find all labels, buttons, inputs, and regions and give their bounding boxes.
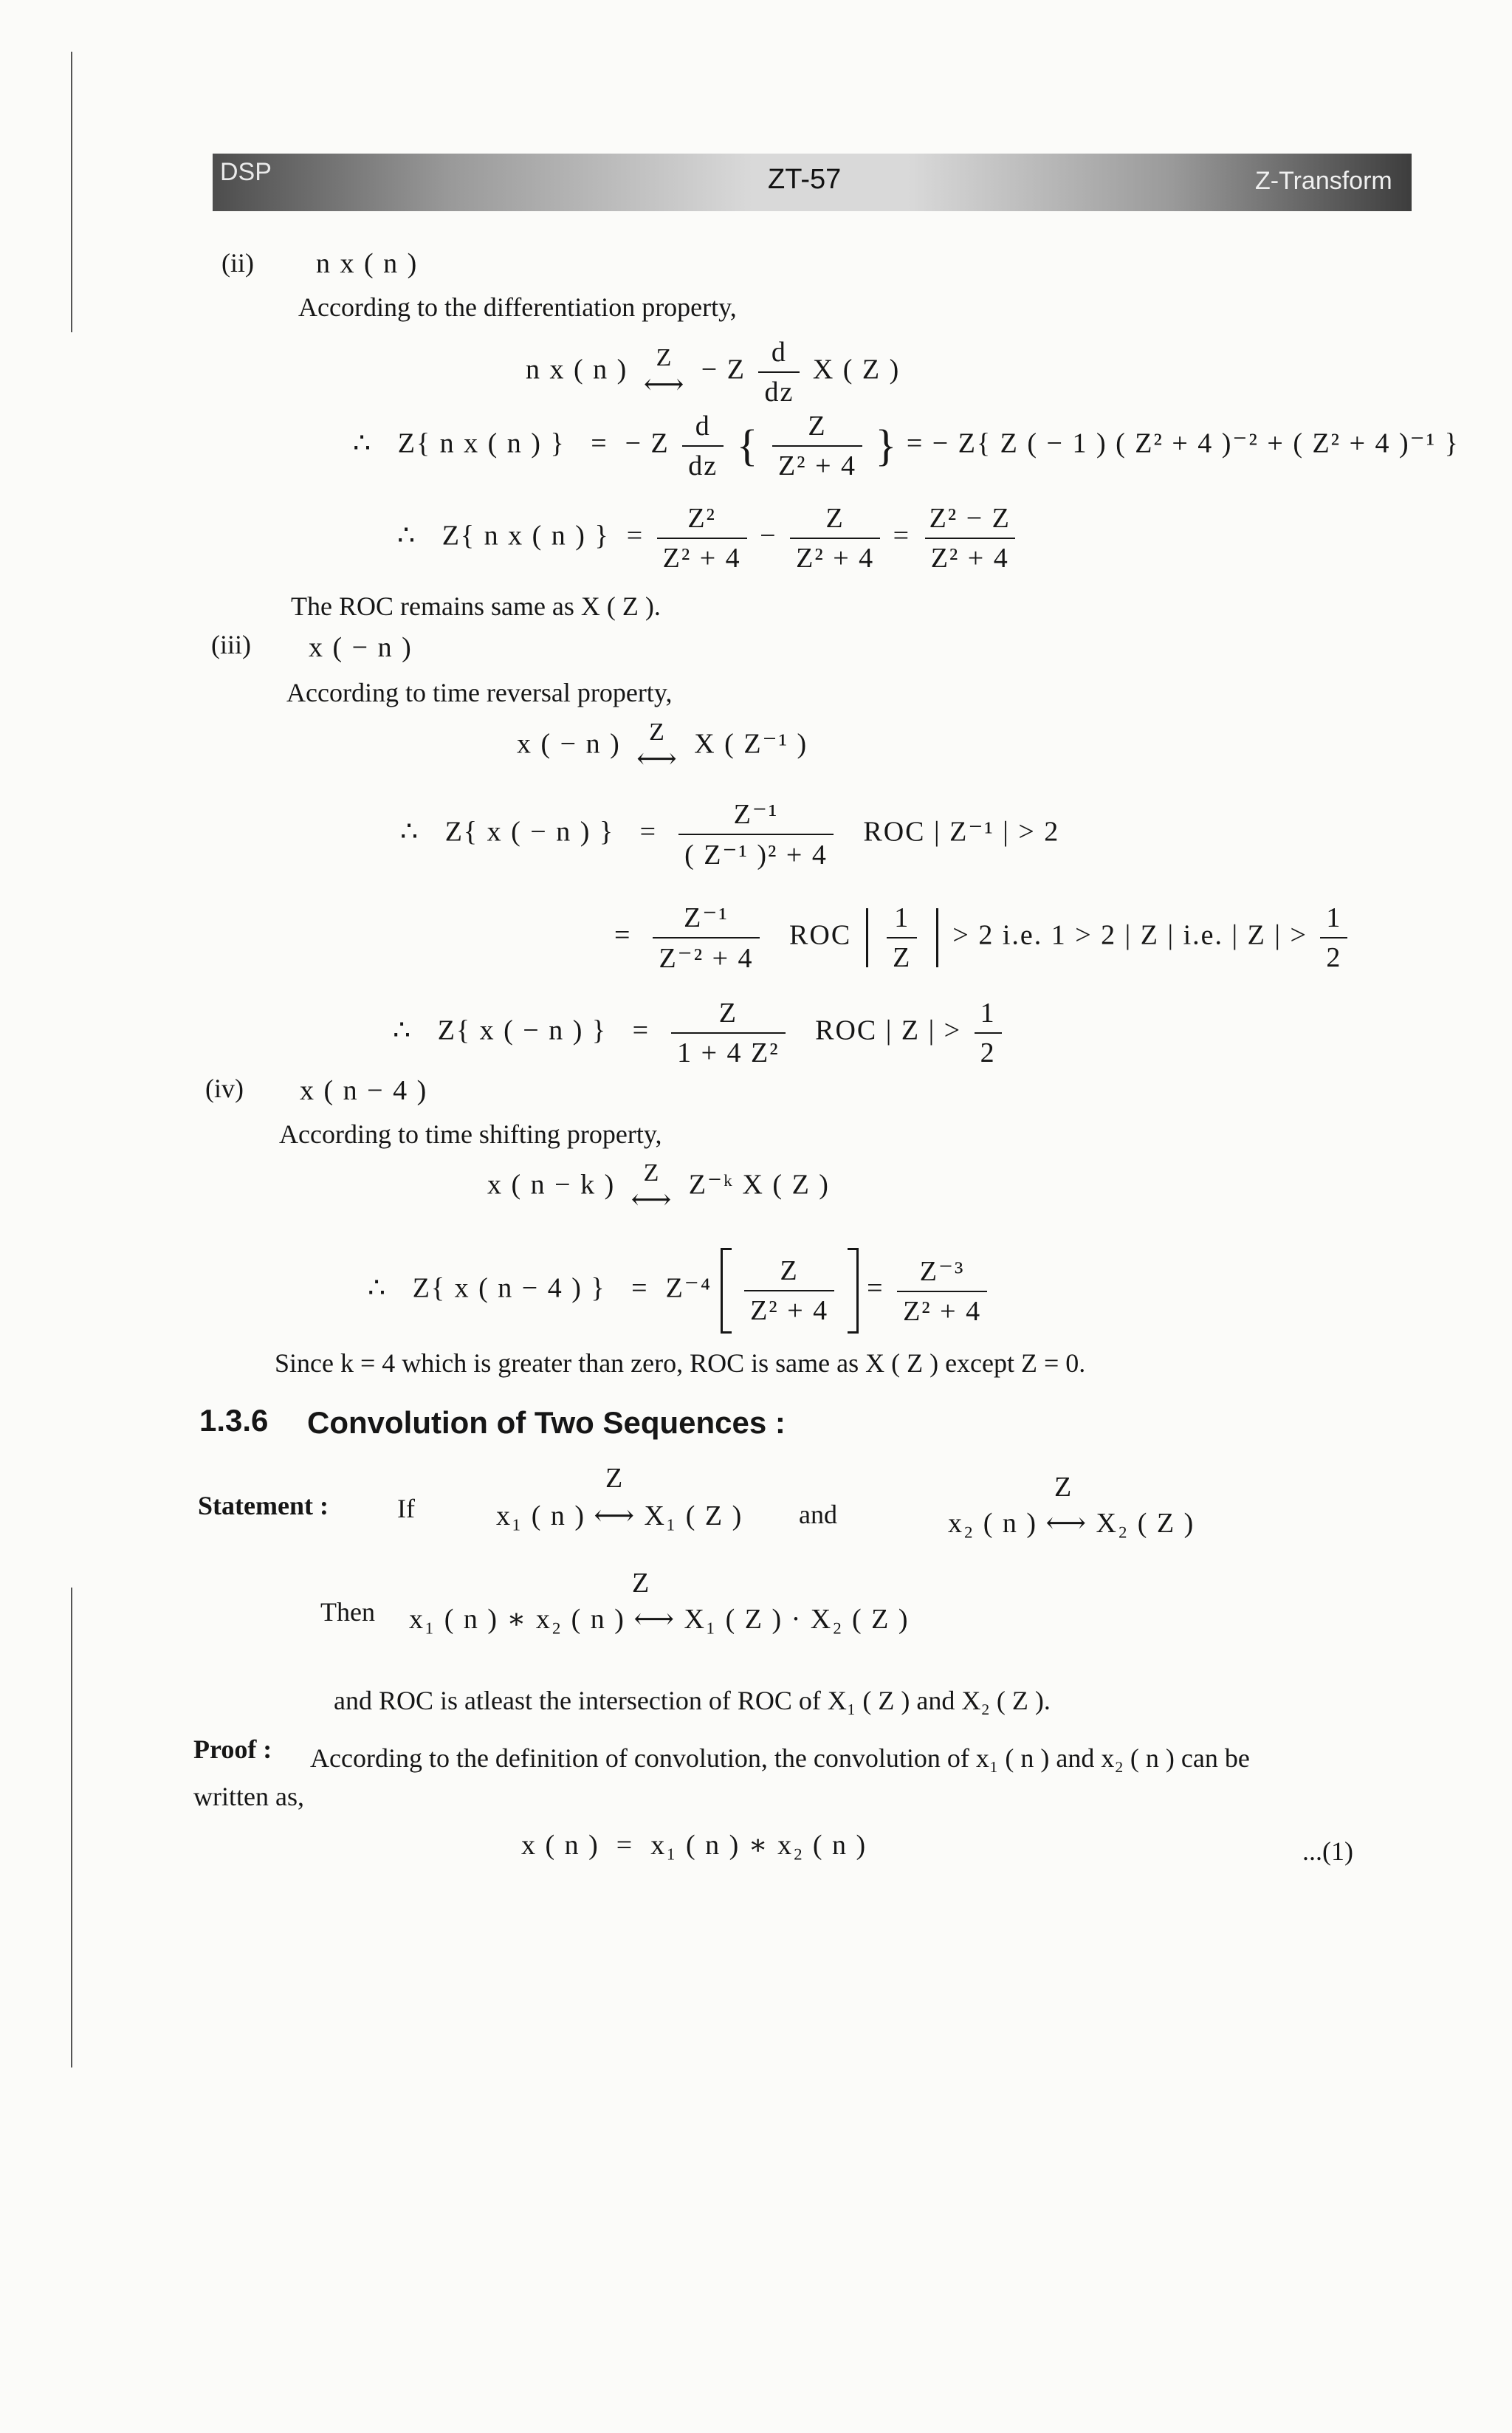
part-iii-label: (iii) <box>211 630 251 659</box>
equation-1-tag: ...(1) <box>1302 1836 1353 1866</box>
d-dz-fraction <box>758 336 800 408</box>
abs-bar-right <box>936 908 938 967</box>
part-ii-roc-note: The ROC remains same as X ( Z ). <box>291 591 661 621</box>
frac-den: Z² + 4 <box>897 1291 987 1328</box>
proof-text: According to the definition of convolution, the convolution of x₁ ( n ) and x₂ ( n ) can be <box>310 1743 1250 1773</box>
part-iv-line <box>368 1248 992 1334</box>
frac-den: Z² + 4 <box>925 538 1015 574</box>
pair-rhs-prefix: − Z <box>701 354 746 385</box>
z-over-1p4z2 <box>671 997 786 1069</box>
line-lhs: Z{ x ( n − 4 ) } <box>412 1272 606 1304</box>
part-iv-label: (iv) <box>205 1074 244 1103</box>
frac-num: Z² − Z <box>929 503 1011 534</box>
double-arrow-icon: ⟷ <box>636 744 678 775</box>
equals: = <box>614 919 632 951</box>
equals: = <box>632 1015 650 1046</box>
header-right: Z-Transform <box>1255 167 1392 195</box>
pair-lhs: x ( − n ) <box>517 728 621 760</box>
roc1: ROC | Z⁻¹ | > 2 <box>863 816 1060 848</box>
right-bracket-icon <box>848 1248 859 1334</box>
frac-num: 1 <box>1326 902 1342 933</box>
one-over-z <box>887 902 917 974</box>
double-arrow-icon: ⟷ <box>630 1184 673 1215</box>
part-iii-line3 <box>393 997 1006 1069</box>
therefore-symbol: ∴ <box>353 428 373 459</box>
roc-intersection-text: and ROC is atleast the intersection of ROC of X₁ ( Z ) and X₂ ( Z ). <box>334 1686 1051 1715</box>
z-over-z2p4 <box>772 410 862 482</box>
zinv-fraction <box>678 797 834 871</box>
double-arrow-icon: ⟷ <box>633 1604 676 1635</box>
frac-den: 2 <box>1320 937 1347 974</box>
section-title: Convolution of Two Sequences : <box>307 1405 786 1440</box>
equals: = <box>631 1272 649 1304</box>
frac-den: dz <box>682 445 724 482</box>
frac-den: Z² + 4 <box>657 538 747 574</box>
pair-rhs: X ( Z⁻¹ ) <box>694 728 808 760</box>
part-ii-line2 <box>353 410 1460 482</box>
frac-den: 2 <box>975 1032 1002 1069</box>
abs-bar-left <box>866 908 868 967</box>
part-iii-property: According to time reversal property, <box>286 678 673 707</box>
pair1: x₁ ( n ) ⟷ X₁ ( Z ) <box>496 1500 743 1531</box>
part-ii-pair <box>526 336 900 408</box>
part-ii-label: (ii) <box>221 248 254 278</box>
z-over-z2p4-2 <box>790 502 880 574</box>
frac-num: Z <box>780 1255 799 1286</box>
pair3-z: Z <box>632 1568 651 1599</box>
z-arrow <box>631 1161 673 1214</box>
margin-line-top <box>71 52 72 332</box>
frac-num: Z <box>718 998 738 1029</box>
zm3-over-z2p4 <box>897 1255 987 1328</box>
frac-den: 1 + 4 Z² <box>671 1032 786 1069</box>
frac-num: d <box>695 411 711 442</box>
pair2-z: Z <box>1054 1472 1073 1503</box>
pair-rhs-suffix: X ( Z ) <box>812 354 901 385</box>
frac-num: d <box>771 337 787 368</box>
z-minus-4: Z⁻⁴ <box>665 1272 712 1304</box>
equals: = <box>893 520 911 552</box>
pair-rhs: Z⁻ᵏ X ( Z ) <box>688 1169 830 1201</box>
frac-num: Z⁻¹ <box>684 902 729 933</box>
frac-num: Z⁻¹ <box>733 799 779 830</box>
frac-den: ( Z⁻¹ )² + 4 <box>678 834 834 871</box>
part-iv-expr: x ( n − 4 ) <box>300 1075 428 1106</box>
pair3-lhs: x₁ ( n ) ∗ x₂ ( n ) <box>409 1604 625 1635</box>
arrow-label: Z <box>643 1159 661 1187</box>
frac-den: Z² + 4 <box>790 538 880 574</box>
pair3-rhs: X₁ ( Z ) · X₂ ( Z ) <box>684 1604 910 1635</box>
part-iv-pair <box>487 1161 830 1214</box>
z-arrow <box>636 720 678 773</box>
part-ii-line3 <box>397 502 1021 574</box>
zinv-fraction-2 <box>653 901 759 975</box>
frac-num: Z² <box>687 503 716 534</box>
frac-den: Z <box>887 937 917 974</box>
frac-den: dz <box>758 371 800 408</box>
frac-den: Z⁻² + 4 <box>653 937 759 975</box>
pair3 <box>409 1602 910 1636</box>
line2-lhs: Z{ n x ( n ) } <box>397 428 566 459</box>
therefore-symbol: ∴ <box>368 1272 388 1304</box>
therefore-symbol: ∴ <box>393 1015 413 1046</box>
right-brace-icon: } <box>875 421 898 470</box>
line3-lhs: Z{ n x ( n ) } <box>441 520 610 552</box>
roc3: ROC | Z | > <box>815 1015 962 1046</box>
line1-lhs: Z{ x ( − n ) } <box>444 816 615 848</box>
one-half <box>1320 902 1347 974</box>
equals: = <box>591 428 608 459</box>
part-iv-note: Since k = 4 which is greater than zero, ROC is same as X ( Z ) except Z = 0. <box>275 1348 1086 1378</box>
statement-and: and <box>799 1500 837 1529</box>
equals: = <box>867 1272 884 1304</box>
part-iii-expr: x ( − n ) <box>309 632 413 663</box>
equals: = <box>626 520 645 552</box>
therefore-symbol: ∴ <box>400 816 420 848</box>
left-bracket-icon <box>721 1248 732 1334</box>
header-left: DSP <box>220 158 272 186</box>
line2-rhs: = − Z{ Z ( − 1 ) ( Z² + 4 )⁻² + ( Z² + 4 )⁻¹ } <box>906 428 1460 459</box>
d-dz-fraction-2 <box>682 410 724 482</box>
line2-prefix: − Z <box>625 428 670 459</box>
frac-den: Z² + 4 <box>772 445 862 482</box>
roc2-rest: > 2 i.e. 1 > 2 | Z | i.e. | Z | > <box>952 919 1307 951</box>
one-half-2 <box>975 997 1002 1069</box>
frac-num: Z⁻³ <box>919 1255 965 1287</box>
part-ii-expr: n x ( n ) <box>316 248 419 279</box>
line3-lhs: Z{ x ( − n ) } <box>437 1015 608 1046</box>
roc2-label: ROC <box>789 919 852 951</box>
frac-num: 1 <box>980 998 996 1029</box>
statement-label: Statement : <box>198 1491 329 1520</box>
part-iii-pair <box>517 720 808 773</box>
part-iii-line2 <box>614 901 1352 975</box>
double-arrow-icon: ⟷ <box>643 369 686 400</box>
statement-if: If <box>397 1494 415 1523</box>
equals: = <box>639 816 658 848</box>
arrow-label: Z <box>656 344 673 371</box>
then-label: Then <box>320 1597 375 1627</box>
margin-line-bottom <box>71 1588 72 2067</box>
z-arrow <box>644 346 685 399</box>
z-over-z2p4 <box>744 1255 834 1327</box>
equation-1: x ( n ) = x₁ ( n ) ∗ x₂ ( n ) <box>521 1830 867 1861</box>
pair2: x₂ ( n ) ⟷ X₂ ( Z ) <box>948 1508 1195 1539</box>
frac-num: 1 <box>894 902 910 933</box>
proof-label: Proof : <box>193 1734 272 1764</box>
pair1-z: Z <box>605 1463 625 1494</box>
arrow-label: Z <box>649 718 666 746</box>
z2mz-over-z2p4 <box>924 502 1017 574</box>
z2-over-z2p4 <box>657 502 747 574</box>
minus: − <box>760 520 777 552</box>
frac-num: Z <box>825 503 845 534</box>
part-iii-line1 <box>400 797 1059 871</box>
frac-den: Z² + 4 <box>744 1290 834 1327</box>
pair-lhs: n x ( n ) <box>526 354 628 385</box>
proof-text-2: written as, <box>193 1782 304 1811</box>
therefore-symbol: ∴ <box>397 520 417 552</box>
left-brace-icon: { <box>736 421 760 470</box>
frac-num: Z <box>808 411 827 442</box>
part-ii-property: According to the differentiation property, <box>298 292 737 322</box>
part-iv-property: According to time shifting property, <box>279 1119 662 1149</box>
pair-lhs: x ( n − k ) <box>487 1169 616 1201</box>
header-page-number: ZT-57 <box>768 164 842 195</box>
section-number: 1.3.6 <box>199 1403 269 1438</box>
